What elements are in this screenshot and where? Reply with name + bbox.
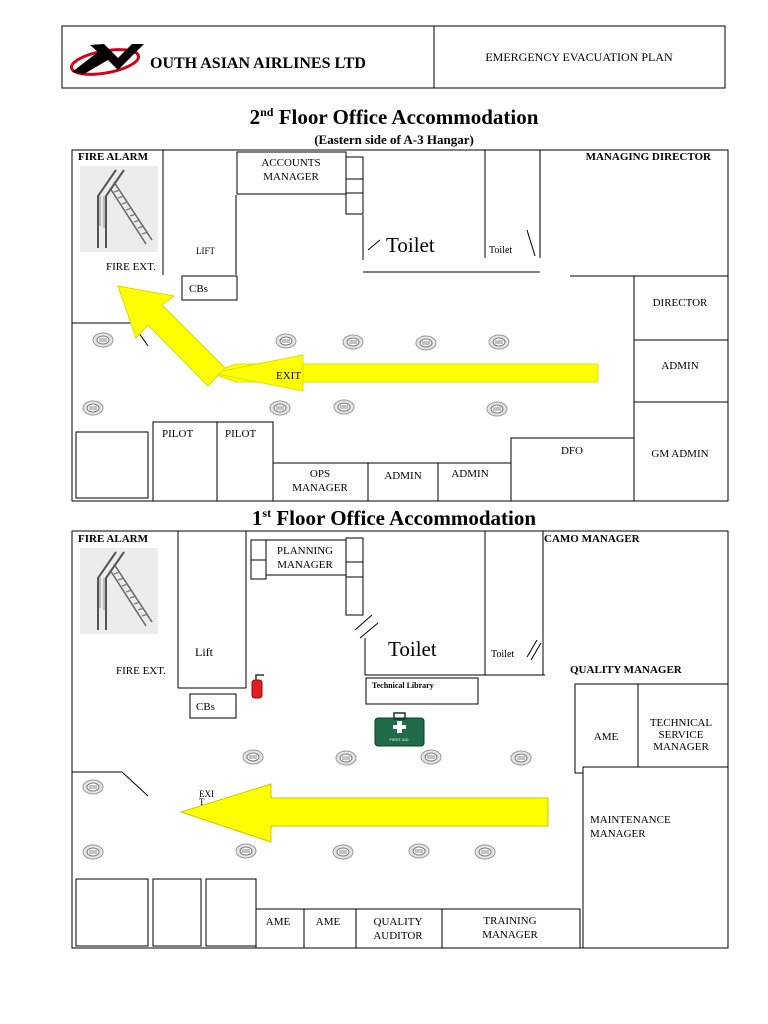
toilet-large-label: Toilet	[386, 233, 435, 257]
smoke-detector-icon	[475, 845, 495, 859]
toilet-large-label: Toilet	[388, 637, 437, 661]
svg-text:PILOT: PILOT	[162, 428, 194, 440]
staircase-icon	[80, 548, 158, 634]
plan-title: EMERGENCY EVACUATION PLAN	[485, 50, 673, 64]
svg-text:GM ADMIN: GM ADMIN	[651, 448, 709, 460]
svg-text:ADMIN: ADMIN	[451, 468, 489, 480]
cbs-label: CBs	[196, 701, 215, 713]
floor1-plan	[72, 531, 728, 948]
fire-alarm-label: FIRE ALARM	[78, 151, 148, 163]
bottom-left-room	[76, 432, 148, 498]
exit-label: EXI	[199, 789, 214, 799]
svg-text:TECHNICAL: TECHNICAL	[649, 717, 713, 729]
svg-text:DIRECTOR: DIRECTOR	[652, 297, 708, 309]
svg-text:T: T	[199, 797, 205, 807]
maintenance-manager-room	[583, 767, 728, 948]
smoke-detector-icon	[83, 845, 103, 859]
smoke-detector-icon	[334, 400, 354, 414]
svg-text:PILOT: PILOT	[225, 428, 257, 440]
lift-label: Lift	[195, 645, 213, 659]
floor2-title: 2nd Floor Office Accommodation	[249, 105, 539, 129]
managing-director-label: MANAGING DIRECTOR	[585, 151, 711, 163]
bottom-room-3	[206, 879, 256, 946]
toilet-small-label: Toilet	[489, 245, 513, 256]
fire-alarm-label: FIRE ALARM	[78, 533, 148, 545]
fire-ext-label: FIRE EXT.	[106, 261, 156, 273]
svg-text:AUDITOR: AUDITOR	[373, 930, 423, 942]
smoke-detector-icon	[333, 845, 353, 859]
svg-text:AME: AME	[593, 731, 619, 743]
staircase-icon	[80, 166, 158, 252]
smoke-detector-icon	[83, 401, 103, 415]
bottom-room-2	[153, 879, 201, 946]
svg-text:AME: AME	[265, 916, 291, 928]
camo-manager-label: CAMO MANAGER	[544, 533, 640, 545]
technical-library-label: Technical Library	[372, 681, 434, 690]
svg-text:FIRST AID: FIRST AID	[389, 737, 409, 742]
fire-ext-label: FIRE EXT.	[116, 665, 166, 677]
admin-room-1	[368, 463, 438, 501]
ame-room-1	[256, 909, 304, 948]
svg-text:SERVICE: SERVICE	[658, 729, 704, 741]
ame-room-right	[575, 684, 638, 773]
smoke-detector-icon	[511, 751, 531, 765]
smoke-detector-icon	[243, 750, 263, 764]
smoke-detector-icon	[489, 335, 509, 349]
svg-text:MANAGER: MANAGER	[590, 828, 646, 840]
smoke-detector-icon	[409, 844, 429, 858]
toilet-small-label: Toilet	[491, 649, 515, 660]
svg-text:DFO: DFO	[560, 445, 584, 457]
svg-text:QUALITY: QUALITY	[373, 916, 423, 928]
lift-label: LIFT	[196, 246, 215, 256]
smoke-detector-icon	[276, 334, 296, 348]
exit-label: EXIT	[276, 370, 302, 382]
svg-text:TRAINING: TRAINING	[483, 915, 537, 927]
smoke-detector-icon	[336, 751, 356, 765]
svg-text:OPS: OPS	[309, 468, 331, 480]
svg-text:MANAGER: MANAGER	[482, 929, 538, 941]
smoke-detector-icon	[270, 401, 290, 415]
svg-text:PLANNING: PLANNING	[276, 545, 334, 557]
svg-text:MANAGER: MANAGER	[277, 559, 333, 571]
svg-text:ACCOUNTS: ACCOUNTS	[261, 157, 321, 169]
smoke-detector-icon	[93, 333, 113, 347]
cbs-label: CBs	[189, 283, 208, 295]
quality-manager-label: QUALITY MANAGER	[570, 664, 682, 676]
smoke-detector-icon	[83, 780, 103, 794]
svg-text:ADMIN: ADMIN	[661, 360, 699, 372]
svg-text:MANAGER: MANAGER	[263, 171, 319, 183]
first-aid-kit-icon	[375, 713, 424, 746]
smoke-detector-icon	[421, 750, 441, 764]
floor1-title: 1st Floor Office Accommodation	[251, 506, 537, 530]
floor2-plan	[72, 150, 728, 501]
svg-text:ADMIN: ADMIN	[384, 470, 422, 482]
smoke-detector-icon	[236, 844, 256, 858]
bottom-room-1	[76, 879, 148, 946]
smoke-detector-icon	[487, 402, 507, 416]
company-name: OUTH ASIAN AIRLINES LTD	[150, 55, 366, 72]
svg-text:MANAGER: MANAGER	[653, 741, 709, 753]
smoke-detector-icon	[416, 336, 436, 350]
quality-auditor-room	[356, 909, 442, 948]
floor2-subtitle: (Eastern side of A-3 Hangar)	[314, 132, 474, 147]
svg-text:AME: AME	[315, 916, 341, 928]
ame-room-2	[304, 909, 356, 948]
svg-text:MANAGER: MANAGER	[292, 482, 348, 494]
svg-text:MAINTENANCE: MAINTENANCE	[590, 814, 671, 826]
smoke-detector-icon	[343, 335, 363, 349]
